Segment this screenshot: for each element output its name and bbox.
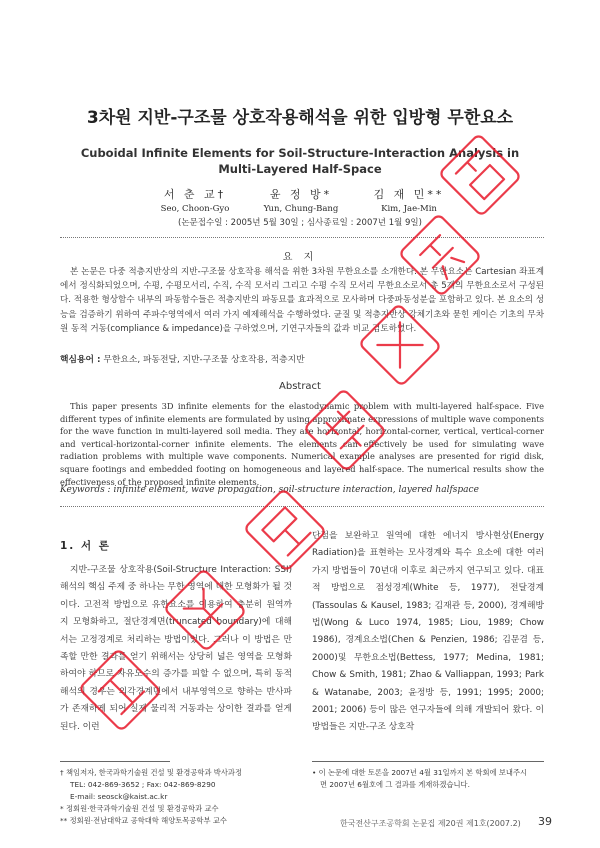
abstract-en-heading: Abstract <box>279 381 321 392</box>
keywords-korean <box>60 352 544 365</box>
footnote-line: E-mail: seosck@kaist.ac.kr <box>70 792 168 801</box>
keywords-english <box>60 485 544 495</box>
footnote-authors <box>60 767 300 827</box>
footnote-rule-left <box>60 761 170 762</box>
footnote-line: • 이 논문에 대한 토론을 2007년 4월 31일까지 본 학회에 보내주시 <box>312 768 528 777</box>
divider-top <box>60 237 544 238</box>
footnote-line: TEL: 042-869-3652 ; Fax: 042-869-8290 <box>70 780 216 789</box>
abstract-english: This paper presents 3D infinite elements for the elastodynamic problem with multi-layered half-space. Five different types of infinite elements are formulated by using approximate expressions of multiple wave components for the wave function in multi-layered soil media. They are horizontal, horizontal-corner, vertical, vertical-corner and vertical-horizontal-corner infinite elements. The elements can effectively be used for simulating wave radiation problems with multiple wave components. Numerical example analyses are presented for rigid disk, square footings and embedded footing on homogeneous and layered half-space. The numerical results show the effectiveness of the proposed infinite elements. <box>60 401 544 487</box>
author-2-name-en: Yun, Chung-Bang <box>263 204 339 214</box>
submission-dates: (논문접수일 : 2005년 5월 30일 ; 심사종료일 : 2007년 1월 9일) <box>178 218 422 228</box>
abstract-ko-heading: 요 지 <box>282 252 318 263</box>
footnote-rule-right <box>312 761 544 762</box>
author-3-name-ko: 김 재 민** <box>373 188 445 201</box>
journal-footer: 한국전산구조공학회 논문집 제20권 제1호(2007.2) <box>340 819 521 828</box>
footnote-line: * 정회원·한국과학기술원 건설 및 환경공학과 교수 <box>60 804 219 813</box>
keywords-en-list: infinite element, wave propagation, soil-structure interaction, layered halfspace <box>113 485 479 495</box>
paper-title-korean: 3차원 지반-구조물 상호작용해석을 위한 입방형 무한요소 <box>86 108 514 128</box>
page-number: 39 <box>538 815 552 828</box>
section-1-heading: 1. 서 론 <box>60 540 111 552</box>
author-3 <box>344 186 474 214</box>
intro-left-column: 지반-구조물 상호작용(Soil-Structure Interaction: SSI) 해석의 핵심 주제 중 하나는 무한 영역에 대한 모형화가 될 것이다. 고전적 방법으로 유한요소를 이용하여 충분히 원역까지 모형화하고, 절단경계면(truncated boundary)에 대해서는 고정경계로 처리하는 방법이었다. 그러나 이 방법은 만족할 만한 결과를 얻기 위해서는 상당히 넓은 영역을 모형화 하여야 하므로 자유도수의 증가를 피할 수 없으며, 특히 동적 해석의 경우는 외각경계면에서 내부영역으로 향하는 반사파가 존재하게 되어 실제 물리적 거동과는 상이한 결과를 얻게 된다. 이런 <box>60 565 292 732</box>
divider-bottom <box>60 506 544 507</box>
title-en-line-1: Cuboidal Infinite Elements for Soil-Structure-Interaction Analysis in <box>80 146 520 160</box>
author-2-name-ko: 윤 정 방* <box>269 188 333 201</box>
footnote-line: ** 정회원·전남대학교 공학대학 해양토목공학부 교수 <box>60 816 227 825</box>
keywords-en-label: Keywords : <box>60 485 111 495</box>
keywords-ko-label: 핵심용어 : <box>60 355 101 365</box>
intro-right-column: 단점을 보완하고 원역에 대한 에너지 방사현상(Energy Radiation)을 표현하는 모사경계와 특수 요소에 대한 여러 가지 방법들이 70년대 이후로 최근까지 연구되고 있다. 대표적 방법으로 점성경계(White 등, 1977), 전달경계(Tassoulas & Kausel, 1983; 김재관 등, 2000), 경계해방법(Wong & Luco 1974, 1985; Liou, 1989; Chow 1986), 경계요소법(Chen & Penzien, 1986; 김문겸 등, 2000)및 무한요소법(Bettess, 1977; Medina, 1981; Chow & Smith, 1981; Zhao & Valliappan, 1993; Park & Watanabe, 2003; 윤정방 등, 1991; 1995; 2000; 2001; 2006) 등이 많은 연구자들에 의해 개발되어 왔다. 이 방법들은 지반-구조 상호작 <box>312 531 544 733</box>
footnote-line: 면 2007년 6월호에 그 결과를 게재하겠습니다. <box>320 780 470 789</box>
author-1-name-en: Seo, Choon-Gyo <box>160 204 230 214</box>
paper-title-english <box>60 145 540 177</box>
footnote-discussion <box>312 767 544 791</box>
author-1-name-ko: 서 춘 교† <box>163 188 227 201</box>
author-3-name-en: Kim, Jae-Min <box>381 204 437 214</box>
abstract-korean: 본 논문은 다중 적층지반상의 지반-구조물 상호작용 해석을 위한 3차원 무한요소를 소개한다. 본 무한요소는 Cartesian 좌표계에서 정식화되었으며, 수평, 수평모서리, 수직, 수직 모서리 그리고 수평 수직 모서리 무한요소로서 총 5개의 무한요소로서 구성된다. 적용한 형상함수 내부의 파동함수들은 적층지반의 파동묘를 효과적으로 모사하며 다중파동성분을 포함하고 있다. 본 요소의 성능을 검증하기 위하여 주파수영역에서 여러 가지 예제해석을 수행하였다. 균질 및 적층지반상 강체기초와 묻힌 케이슨 기초의 무차원 동적 거동(compliance & impedance)을 구하였으며, 기연구자들의 값과 비교 검토하였다. <box>60 267 544 334</box>
title-en-line-2: Multi-Layered Half-Space <box>218 162 382 176</box>
keywords-ko-list: 무한요소, 파동전달, 지반-구조물 상호작용, 적층지반 <box>103 355 305 365</box>
footnote-line: † 책임저자, 한국과학기술원 건설 및 환경공학과 박사과정 <box>60 768 243 777</box>
